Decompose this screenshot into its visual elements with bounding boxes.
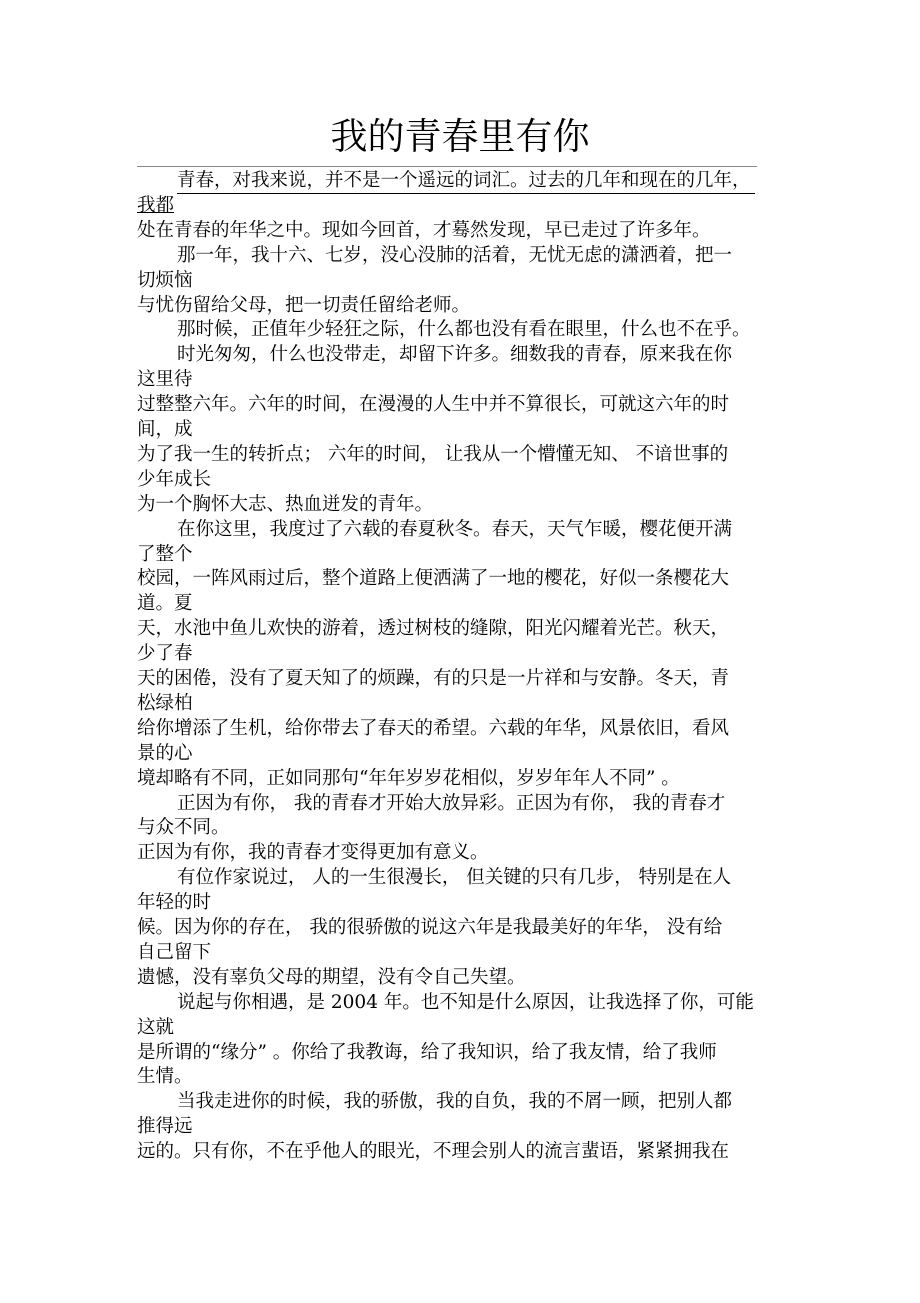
text-line: 正因为有你， 我的青春才开始大放异彩。正因为有你， 我的青春才: [177, 792, 726, 814]
text-line: 少了春: [137, 643, 193, 665]
text-line: 与众不同。: [137, 817, 230, 839]
text-line: 过整整六年。六年的时间，在漫漫的人生中并不算很长，可就这六年的时: [137, 394, 730, 416]
text-line: 说起与你相遇，是 2004 年。也不知是什么原因，让我选择了你，可能: [177, 991, 754, 1013]
text-line: 境却略有不同，正如同那句“年年岁岁花相似，岁岁年年人不同” 。: [137, 767, 680, 789]
text-line: 正因为有你，我的青春才变得更加有意义。: [137, 842, 489, 864]
document-title: 我的青春里有你: [330, 115, 590, 158]
text-line: 处在青春的年华之中。现如今回首，才蓦然发现，早已走过了许多年。: [137, 219, 711, 241]
text-line: 候。因为你的存在， 我的很骄傲的说这六年是我最美好的年华， 没有给: [137, 917, 723, 938]
text-line: 远的。只有你，不在乎他人的眼光，不理会别人的流言蜚语，紧紧拥我在: [137, 1141, 730, 1163]
text-line: 我都: [137, 194, 175, 216]
text-line: 青春，对我来说，并不是一个遥远的词汇。过去的几年和现在的几年，: [177, 169, 755, 194]
text-line: 遗憾，没有辜负父母的期望，没有令自己失望。: [137, 966, 526, 988]
text-line: 天的困倦，没有了夏天知了的烦躁，有的只是一片祥和与安静。冬天，青: [137, 668, 730, 689]
text-line: 校园，一阵风雨过后，整个道路上便洒满了一地的樱花，好似一条樱花大: [137, 568, 730, 590]
text-line: 间，成: [137, 419, 193, 440]
text-line: 松绿柏: [137, 692, 193, 714]
text-line: 那一年，我十六、七岁，没心没肺的活着，无忧无虑的潇洒着，把一: [177, 244, 733, 266]
title-divider: [137, 166, 757, 167]
text-line: 少年成长: [137, 468, 212, 490]
text-line: 有位作家说过， 人的一生很漫长， 但关键的只有几步， 特别是在人: [177, 867, 732, 889]
text-line: 年轻的时: [137, 892, 212, 914]
text-line: 那时候，正值年少轻狂之际，什么都也没有看在眼里，什么也不在乎。: [177, 319, 751, 341]
text-line: 生情。: [137, 1066, 193, 1088]
text-line: 这里待: [137, 369, 193, 391]
text-line: 推得远: [137, 1116, 193, 1138]
text-line: 为一个胸怀大志、热血迸发的青年。: [137, 493, 434, 515]
text-line: 给你增添了生机，给你带去了春天的希望。六载的年华，风景依旧，看风: [137, 717, 730, 739]
text-line: 自己留下: [137, 941, 212, 963]
text-line: 了整个: [137, 543, 193, 565]
text-line: 道。夏: [137, 593, 193, 615]
text-line: 切烦恼: [137, 269, 193, 291]
text-line: 这就: [137, 1016, 175, 1038]
text-line: 是所谓的“缘分” 。你给了我教诲，给了我知识，给了我友情，给了我师: [137, 1041, 717, 1063]
text-line: 时光匆匆，什么也没带走，却留下许多。细数我的青春，原来我在你: [177, 344, 733, 366]
text-line: 景的心: [137, 742, 193, 764]
text-line: 为了我一生的转折点； 六年的时间， 让我从一个懵懂无知、 不谙世事的: [137, 443, 729, 465]
text-line: 当我走进你的时候，我的骄傲，我的自负，我的不屑一顾，把别人都: [177, 1091, 733, 1113]
text-line: 与忧伤留给父母，把一切责任留给老师。: [137, 294, 471, 316]
text-line: 天，水池中鱼儿欢快的游着，透过树枝的缝隙，阳光闪耀着光芒。秋天，: [137, 618, 730, 640]
text-line: 在你这里，我度过了六载的春夏秋冬。春天，天气乍暖，樱花便开满: [177, 518, 733, 540]
